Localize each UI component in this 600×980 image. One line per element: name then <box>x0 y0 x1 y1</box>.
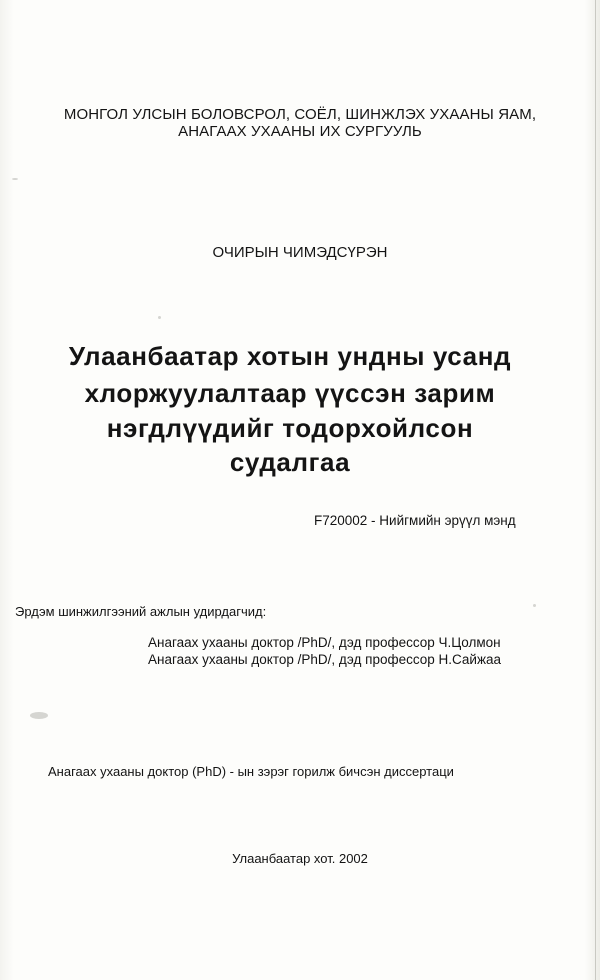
place-and-year: Улаанбаатар хот. 2002 <box>232 851 368 866</box>
title-line-1: Улаанбаатар хотын ундны усанд <box>68 341 512 371</box>
title-line-3: нэгдлүүдийг тодорхойлсон <box>106 413 474 443</box>
degree-statement: Анагаах ухааны доктор (PhD) - ын зэрэг горилж бичсэн диссертаци <box>48 764 454 779</box>
title-line-4: судалгаа <box>229 447 351 477</box>
page-edge <box>595 0 596 980</box>
institution-line-1: МОНГОЛ УЛСЫН БОЛОВСРОЛ, СОЁЛ, ШИНЖЛЭХ УХААНЫ ЯАМ, <box>63 106 537 123</box>
scan-speck <box>533 604 536 607</box>
scan-speck <box>158 316 161 319</box>
supervisors-label: Эрдэм шинжилгээний ажлын удирдагчид: <box>15 604 267 619</box>
institution-line-2: АНАГААХ УХААНЫ ИХ СУРГУУЛЬ <box>178 123 422 140</box>
author-name: ОЧИРЫН ЧИМЭДСҮРЭН <box>212 244 388 261</box>
scan-smudge <box>30 712 48 719</box>
supervisor-2: Анагаах ухааны доктор /PhD/, дэд профессор Н.Сайжаа <box>148 652 501 667</box>
specialty-code: F720002 - Нийгмийн эрүүл мэнд <box>314 513 516 528</box>
title-line-2: хлоржуулалтаар үүссэн зарим <box>84 378 496 408</box>
scan-speck <box>12 178 18 180</box>
supervisor-1: Анагаах ухааны доктор /PhD/, дэд профессор Ч.Цолмон <box>148 635 501 650</box>
